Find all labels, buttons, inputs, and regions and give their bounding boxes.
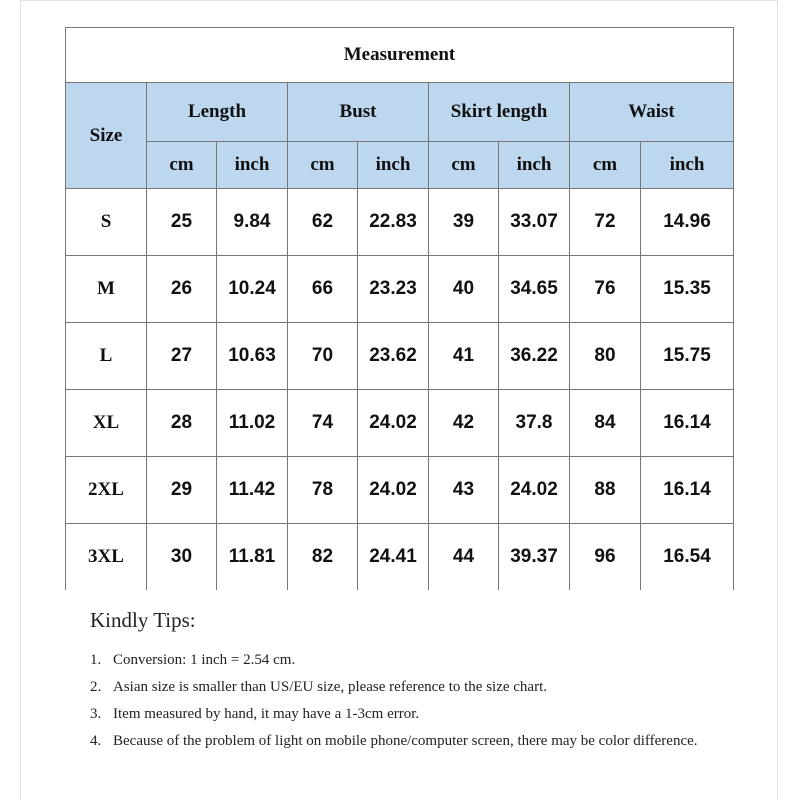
size-label: M	[66, 256, 147, 323]
size-label: L	[66, 323, 147, 390]
measurement-cell: 23.62	[358, 323, 429, 390]
measurement-cell: 39	[429, 189, 499, 256]
measurement-cell: 44	[429, 524, 499, 591]
unit-header: cm	[288, 142, 358, 189]
measurement-cell: 29	[147, 457, 217, 524]
unit-header: inch	[499, 142, 570, 189]
measurement-cell: 11.81	[217, 524, 288, 591]
measurement-cell: 42	[429, 390, 499, 457]
measurement-cell: 10.63	[217, 323, 288, 390]
tip-text: Because of the problem of light on mobile phone/computer screen, there may be color difference.	[113, 733, 698, 749]
measurement-cell: 62	[288, 189, 358, 256]
measurement-cell: 34.65	[499, 256, 570, 323]
measurement-cell: 16.14	[641, 390, 734, 457]
kindly-tips	[90, 608, 730, 755]
tip-text: Conversion: 1 inch = 2.54 cm.	[113, 652, 296, 668]
measurement-cell: 23.23	[358, 256, 429, 323]
unit-header: cm	[570, 142, 641, 189]
table-row	[66, 323, 734, 390]
unit-header: cm	[429, 142, 499, 189]
tip-number: 1.	[90, 652, 102, 668]
measurement-cell: 28	[147, 390, 217, 457]
size-label: S	[66, 189, 147, 256]
size-column-header: Size	[66, 83, 147, 189]
measurement-cell: 43	[429, 457, 499, 524]
tip-number: 2.	[90, 679, 102, 695]
group-header-waist: Waist	[570, 83, 734, 142]
measurement-cell: 39.37	[499, 524, 570, 591]
tips-title: Kindly Tips:	[90, 608, 196, 632]
measurement-cell: 36.22	[499, 323, 570, 390]
tip-number: 4.	[90, 733, 102, 749]
measurement-cell: 84	[570, 390, 641, 457]
size-label: 2XL	[66, 457, 147, 524]
tip-item	[90, 728, 730, 755]
table-row	[66, 457, 734, 524]
measurement-cell: 11.42	[217, 457, 288, 524]
group-header-bust: Bust	[288, 83, 429, 142]
measurement-cell: 11.02	[217, 390, 288, 457]
tip-item	[90, 674, 730, 701]
measurement-cell: 88	[570, 457, 641, 524]
tip-text: Asian size is smaller than US/EU size, please reference to the size chart.	[113, 679, 547, 695]
tips-list	[90, 647, 730, 755]
measurement-cell: 76	[570, 256, 641, 323]
measurement-cell: 66	[288, 256, 358, 323]
size-chart-table	[65, 27, 734, 590]
measurement-cell: 27	[147, 323, 217, 390]
tip-text: Item measured by hand, it may have a 1-3cm error.	[113, 706, 420, 722]
table-row	[66, 390, 734, 457]
unit-header: inch	[217, 142, 288, 189]
measurement-cell: 72	[570, 189, 641, 256]
measurement-cell: 24.02	[358, 390, 429, 457]
tip-number: 3.	[90, 706, 102, 722]
measurement-cell: 24.02	[499, 457, 570, 524]
unit-header: inch	[641, 142, 734, 189]
measurement-cell: 96	[570, 524, 641, 591]
measurement-cell: 26	[147, 256, 217, 323]
measurement-cell: 9.84	[217, 189, 288, 256]
measurement-cell: 78	[288, 457, 358, 524]
measurement-cell: 16.54	[641, 524, 734, 591]
measurement-cell: 41	[429, 323, 499, 390]
measurement-cell: 10.24	[217, 256, 288, 323]
table-row	[66, 524, 734, 591]
tip-item	[90, 647, 730, 674]
measurement-cell: 25	[147, 189, 217, 256]
measurement-cell: 40	[429, 256, 499, 323]
unit-header: cm	[147, 142, 217, 189]
measurement-cell: 14.96	[641, 189, 734, 256]
measurement-cell: 24.41	[358, 524, 429, 591]
size-label: 3XL	[66, 524, 147, 591]
measurement-cell: 15.35	[641, 256, 734, 323]
measurement-cell: 22.83	[358, 189, 429, 256]
measurement-cell: 16.14	[641, 457, 734, 524]
measurement-cell: 33.07	[499, 189, 570, 256]
tip-item	[90, 701, 730, 728]
size-label: XL	[66, 390, 147, 457]
measurement-cell: 37.8	[499, 390, 570, 457]
measurement-cell: 74	[288, 390, 358, 457]
table-row	[66, 189, 734, 256]
table-row	[66, 256, 734, 323]
measurement-cell: 24.02	[358, 457, 429, 524]
measurement-cell: 80	[570, 323, 641, 390]
group-header-length: Length	[147, 83, 288, 142]
group-header-skirt-length: Skirt length	[429, 83, 570, 142]
table-title: Measurement	[66, 28, 734, 83]
measurement-cell: 30	[147, 524, 217, 591]
measurement-cell: 82	[288, 524, 358, 591]
measurement-cell: 15.75	[641, 323, 734, 390]
unit-header: inch	[358, 142, 429, 189]
measurement-cell: 70	[288, 323, 358, 390]
